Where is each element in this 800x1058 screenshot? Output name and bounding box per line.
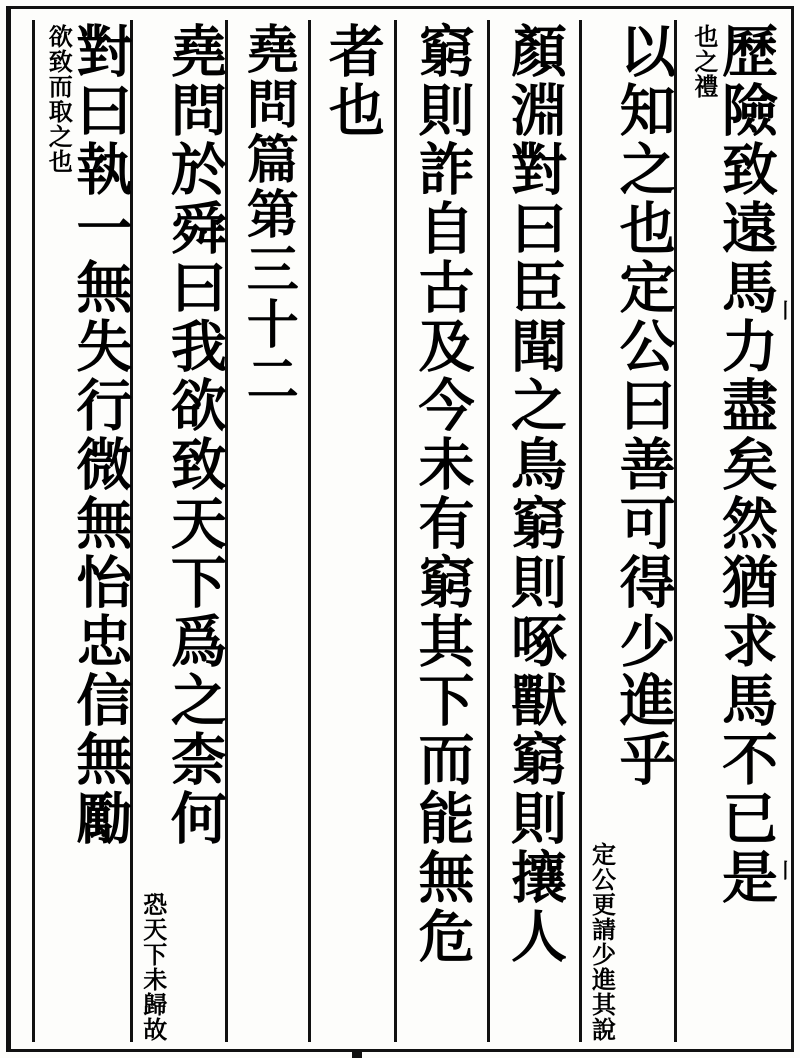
column-7-commentary: 恐天下未歸故: [138, 892, 168, 1042]
column-2-main: 以知之也定公曰善可得少進乎: [610, 22, 677, 789]
text-column-3: [487, 20, 580, 1042]
right-edge-mark-bottom: 丨: [772, 860, 796, 880]
bottom-center-tick: [352, 1052, 362, 1058]
text-columns: [32, 20, 779, 1042]
column-8-main: 對曰執一無失行微無怡忠信無勵: [67, 22, 134, 848]
column-4-main: 窮則詐自古及今未有窮其下而能無危: [409, 22, 476, 966]
column-2-commentary: 定公更請少進其說: [587, 842, 617, 1042]
text-column-1: [674, 20, 779, 1042]
text-column-2: [579, 20, 677, 1042]
chapter-title: 堯問篇第三十二: [237, 22, 299, 407]
column-8-head-note: 欲致而取之也: [44, 24, 74, 174]
column-7-main: 堯問於舜曰我欲致天下爲之柰何: [161, 22, 228, 848]
column-3-main: 顏淵對曰臣聞之鳥窮則啄獸窮則攘人: [501, 22, 568, 966]
column-1-head-note: 也之禮: [689, 24, 719, 99]
column-5-main: 者也: [319, 22, 386, 140]
page-text-area: [14, 10, 786, 1048]
column-1-main: 歷險致遠馬力盡矣然猶求馬不已是: [713, 22, 779, 907]
right-edge-mark-top: 丨: [772, 300, 796, 320]
text-column-7: [130, 20, 228, 1042]
text-column-8: [32, 20, 134, 1042]
text-column-4: [394, 20, 487, 1042]
text-column-6-chapter-title: [225, 20, 308, 1042]
text-column-5: [308, 20, 395, 1042]
